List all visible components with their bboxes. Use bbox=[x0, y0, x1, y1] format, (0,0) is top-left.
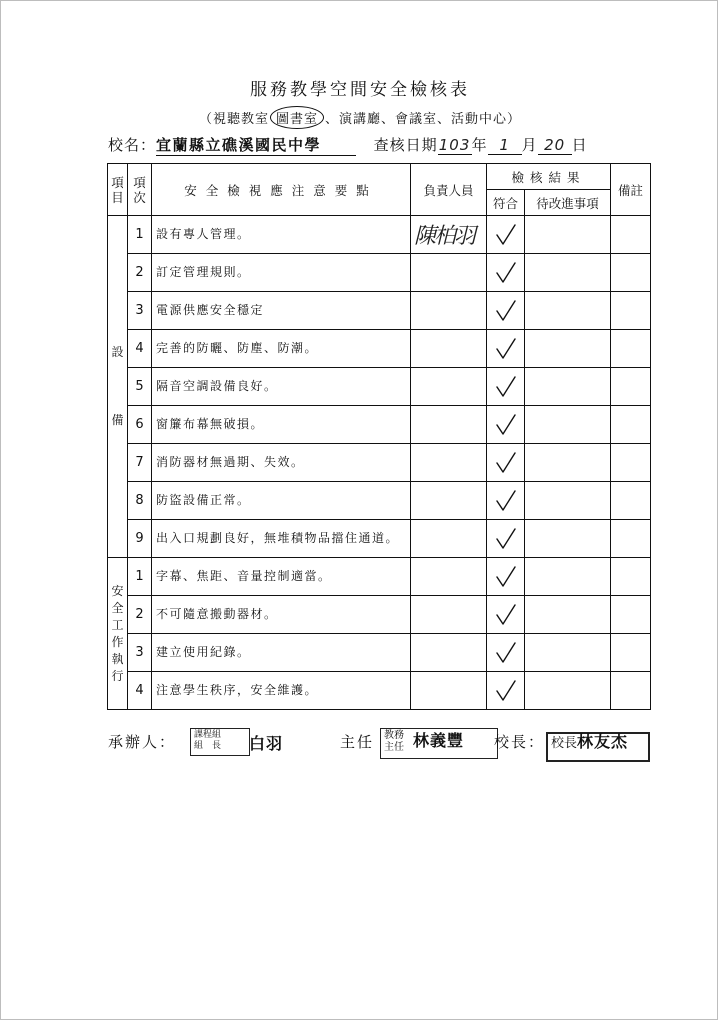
table-row bbox=[108, 634, 651, 672]
category-cell bbox=[108, 558, 128, 710]
row-number: 3 bbox=[128, 634, 152, 672]
category-char: 作 bbox=[111, 634, 124, 649]
row-responsible bbox=[411, 482, 487, 520]
row-result-pass bbox=[487, 216, 525, 254]
handler-stamp bbox=[190, 728, 250, 756]
table-row bbox=[108, 520, 651, 558]
table-row bbox=[108, 216, 651, 254]
inspection-table bbox=[107, 163, 651, 710]
row-remark bbox=[611, 596, 651, 634]
row-item-text: 出入口規劃良好，無堆積物品擋住通道。 bbox=[152, 520, 411, 558]
row-result-pending bbox=[525, 406, 611, 444]
row-result-pending bbox=[525, 558, 611, 596]
table-row bbox=[108, 292, 651, 330]
row-number: 4 bbox=[128, 672, 152, 710]
director-label: 主任 bbox=[340, 733, 375, 751]
row-item-text: 隔音空調設備良好。 bbox=[152, 368, 411, 406]
row-number: 1 bbox=[128, 558, 152, 596]
check-mark-icon bbox=[494, 261, 518, 285]
row-result-pending bbox=[525, 634, 611, 672]
row-result-pending bbox=[525, 596, 611, 634]
responsible-signature: 陳柏羽 bbox=[414, 224, 475, 249]
row-number: 5 bbox=[128, 368, 152, 406]
form-subtitle bbox=[1, 106, 719, 129]
row-remark bbox=[611, 634, 651, 672]
school-name: 宜蘭縣立礁溪國民中學 bbox=[156, 134, 356, 156]
category-char: 安 bbox=[111, 583, 124, 598]
category-char: 全 bbox=[111, 600, 124, 615]
row-remark bbox=[611, 406, 651, 444]
category-char: 執 bbox=[111, 651, 124, 666]
row-remark bbox=[611, 482, 651, 520]
row-result-pass bbox=[487, 634, 525, 672]
director-stamp-title: 教務主任 bbox=[384, 730, 404, 753]
handler-name: 白羽 bbox=[249, 734, 284, 753]
row-result-pending bbox=[525, 292, 611, 330]
row-result-pending bbox=[525, 368, 611, 406]
handler-label: 承辦人： bbox=[108, 733, 177, 751]
table-row bbox=[108, 330, 651, 368]
row-responsible bbox=[411, 330, 487, 368]
row-number: 8 bbox=[128, 482, 152, 520]
category-char: 備 bbox=[111, 413, 124, 427]
row-result-pass bbox=[487, 406, 525, 444]
table-row bbox=[108, 596, 651, 634]
principal-label: 校長： bbox=[494, 733, 546, 751]
row-number: 3 bbox=[128, 292, 152, 330]
row-item-text: 完善的防曬、防塵、防潮。 bbox=[152, 330, 411, 368]
row-responsible bbox=[411, 444, 487, 482]
check-mark-icon bbox=[494, 679, 518, 703]
row-remark bbox=[611, 292, 651, 330]
director-stamp bbox=[380, 728, 498, 759]
row-item-text: 注意學生秩序，安全維護。 bbox=[152, 672, 411, 710]
director-stamp-name: 林義豐 bbox=[413, 731, 465, 750]
signature-footer bbox=[108, 728, 668, 768]
row-remark bbox=[611, 330, 651, 368]
row-remark bbox=[611, 520, 651, 558]
subtitle-prefix: （視聽教室 bbox=[198, 112, 269, 127]
check-mark-icon bbox=[494, 223, 518, 247]
row-responsible bbox=[411, 368, 487, 406]
row-result-pending bbox=[525, 330, 611, 368]
check-mark-icon bbox=[494, 299, 518, 323]
check-mark-icon bbox=[494, 527, 518, 551]
row-result-pending bbox=[525, 482, 611, 520]
row-item-text: 電源供應安全穩定 bbox=[152, 292, 411, 330]
check-mark-icon bbox=[494, 565, 518, 589]
header-number: 項 次 bbox=[128, 164, 152, 216]
row-result-pass bbox=[487, 292, 525, 330]
category-char: 設 bbox=[111, 345, 124, 359]
principal-stamp-title: 校長 bbox=[551, 736, 578, 751]
row-result-pending bbox=[525, 672, 611, 710]
check-mark-icon bbox=[494, 375, 518, 399]
year-label: 年 bbox=[471, 136, 488, 154]
row-responsible bbox=[411, 596, 487, 634]
date-month: 1 bbox=[488, 136, 522, 155]
row-result-pass bbox=[487, 330, 525, 368]
row-result-pass bbox=[487, 254, 525, 292]
category-char bbox=[108, 361, 127, 378]
row-result-pending bbox=[525, 520, 611, 558]
row-result-pass bbox=[487, 444, 525, 482]
month-label: 月 bbox=[521, 136, 538, 154]
row-result-pass bbox=[487, 672, 525, 710]
row-result-pending bbox=[525, 254, 611, 292]
row-number: 6 bbox=[128, 406, 152, 444]
header-result-pass: 符合 bbox=[487, 190, 525, 216]
check-mark-icon bbox=[494, 337, 518, 361]
table-row bbox=[108, 368, 651, 406]
row-responsible bbox=[411, 634, 487, 672]
row-responsible bbox=[411, 672, 487, 710]
header-item: 安全檢視應注意要點 bbox=[152, 164, 411, 216]
header-result: 檢核結果 bbox=[487, 164, 611, 190]
date-year: 103 bbox=[438, 136, 471, 154]
check-mark-icon bbox=[494, 451, 518, 475]
header-responsible: 負責人員 bbox=[411, 164, 487, 216]
row-responsible bbox=[411, 216, 487, 254]
row-number: 2 bbox=[128, 254, 152, 292]
row-item-text: 設有專人管理。 bbox=[152, 216, 411, 254]
row-result-pending bbox=[525, 216, 611, 254]
table-row bbox=[108, 444, 651, 482]
row-responsible bbox=[411, 292, 487, 330]
row-item-text: 建立使用紀錄。 bbox=[152, 634, 411, 672]
handler-stamp-bottom: 組 長 bbox=[194, 741, 222, 751]
row-remark bbox=[611, 444, 651, 482]
table-row bbox=[108, 672, 651, 710]
row-number: 9 bbox=[128, 520, 152, 558]
header-result-pending: 待改進事項 bbox=[525, 190, 611, 216]
table-row bbox=[108, 406, 651, 444]
subtitle-suffix: 、演講廳、會議室、活動中心） bbox=[325, 112, 522, 127]
check-mark-icon bbox=[494, 489, 518, 513]
row-remark bbox=[611, 254, 651, 292]
row-item-text: 不可隨意搬動器材。 bbox=[152, 596, 411, 634]
date-day: 20 bbox=[538, 136, 572, 155]
check-mark-icon bbox=[494, 413, 518, 437]
date-label: 查核日期 bbox=[373, 136, 438, 154]
row-number: 4 bbox=[128, 330, 152, 368]
row-result-pass bbox=[487, 520, 525, 558]
table-row bbox=[108, 254, 651, 292]
check-mark-icon bbox=[494, 603, 518, 627]
header-category: 項 目 bbox=[108, 164, 128, 216]
row-responsible bbox=[411, 406, 487, 444]
row-item-text: 字幕、焦距、音量控制適當。 bbox=[152, 558, 411, 596]
row-responsible bbox=[411, 254, 487, 292]
row-number: 7 bbox=[128, 444, 152, 482]
table-row bbox=[108, 558, 651, 596]
school-and-date-line bbox=[108, 134, 628, 156]
row-number: 1 bbox=[128, 216, 152, 254]
school-label: 校名： bbox=[108, 136, 157, 154]
header-remark: 備註 bbox=[611, 164, 651, 216]
row-result-pass bbox=[487, 596, 525, 634]
row-item-text: 消防器材無過期、失效。 bbox=[152, 444, 411, 482]
row-remark bbox=[611, 558, 651, 596]
category-char bbox=[108, 378, 127, 395]
row-result-pass bbox=[487, 368, 525, 406]
row-result-pass bbox=[487, 558, 525, 596]
row-item-text: 窗簾布幕無破損。 bbox=[152, 406, 411, 444]
row-result-pending bbox=[525, 444, 611, 482]
form-title: 服務教學空間安全檢核表 bbox=[250, 80, 470, 100]
row-remark bbox=[611, 216, 651, 254]
principal-stamp bbox=[546, 732, 650, 762]
table-row bbox=[108, 482, 651, 520]
check-mark-icon bbox=[494, 641, 518, 665]
row-responsible bbox=[411, 558, 487, 596]
row-responsible bbox=[411, 520, 487, 558]
row-item-text: 防盜設備正常。 bbox=[152, 482, 411, 520]
row-remark bbox=[611, 368, 651, 406]
row-number: 2 bbox=[128, 596, 152, 634]
subtitle-circled-option: 圖書室 bbox=[270, 106, 324, 129]
row-result-pass bbox=[487, 482, 525, 520]
category-char: 工 bbox=[111, 617, 124, 632]
category-char: 行 bbox=[111, 668, 124, 683]
row-item-text: 訂定管理規則。 bbox=[152, 254, 411, 292]
principal-stamp-name: 林友杰 bbox=[577, 732, 629, 751]
category-cell bbox=[108, 216, 128, 558]
handler-stamp-top: 課程組 bbox=[194, 730, 222, 740]
day-label: 日 bbox=[571, 136, 588, 154]
category-char bbox=[108, 395, 127, 412]
row-remark bbox=[611, 672, 651, 710]
